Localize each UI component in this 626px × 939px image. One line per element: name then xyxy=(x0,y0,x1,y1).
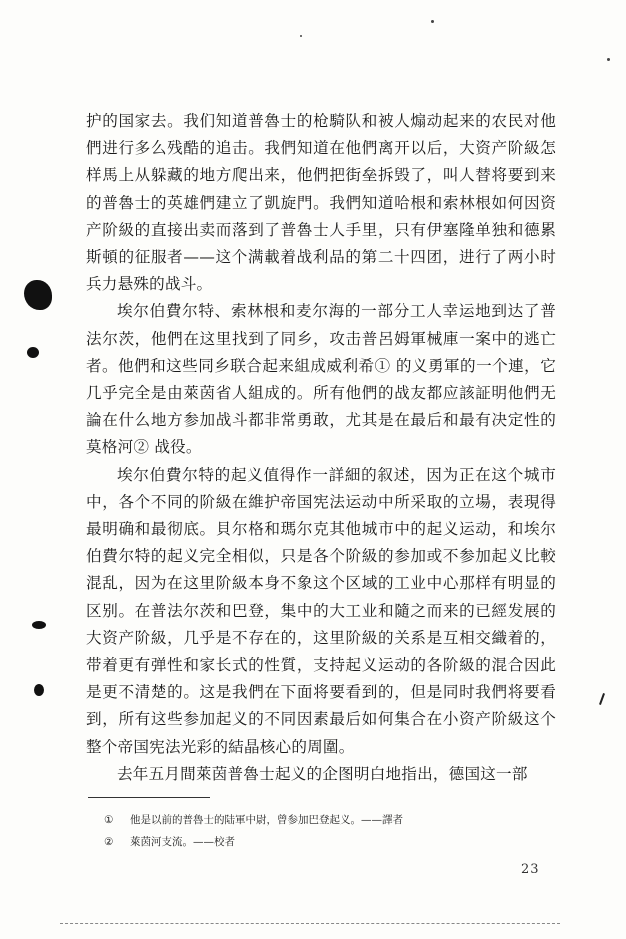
scan-ink-blot xyxy=(27,347,39,358)
footnote-divider xyxy=(88,797,210,798)
footnote-text: 萊茵河支流。——校者 xyxy=(130,836,235,848)
scan-ink-blot xyxy=(32,621,46,629)
page-number: 23 xyxy=(521,862,540,877)
scan-speck xyxy=(607,58,610,61)
paragraph-2: 埃尔伯費尔特、索林根和麦尔海的一部分工人幸运地到达了普法尔茨，他們在这里找到了同乡，攻击普呂姆軍械庫一案中的逃亡者。他們和这些同乡联合起来組成威利希① 的义勇軍的一个連，它几乎完全是由萊茵省人組成的。所有他們的战友都应該証明他們无論在什么地方参加战斗都非常勇敢，尤其是在最后和最有决定性的莫格河② 战役。 xyxy=(86,302,556,457)
scan-speck xyxy=(300,35,302,37)
footnote-1 xyxy=(104,809,524,831)
paragraph-4: 去年五月間萊茵普魯士起义的企图明白地指出，德国这一部 xyxy=(117,764,528,783)
body-text xyxy=(86,108,556,788)
scan-ink-blot xyxy=(34,684,44,696)
scan-ink-blot xyxy=(24,280,52,310)
footnote-text: 他是以前的普魯士的陆軍中尉，曾参加巴登起义。——譯者 xyxy=(130,814,403,826)
paragraph-3: 埃尔伯費尔特的起义值得作一詳細的叙述，因为正在这个城市中，各个不同的阶級在維护帝国宪法运动中所采取的立場，表現得最明确和最彻底。貝尔格和瑪尔克其他城市中的起义运动，和埃尔伯費尔特的起义完全相似，只是各个阶級的参加或不参加起义比較混乱，因为在这里阶級本身不象这个区域的工业中心那样有明显的区别。在普法尔茨和巴登，集中的大工业和隨之而来的已經发展的大资产阶級，几乎是不存在的，这里阶級的关系是互相交織着的，带着更有弹性和家长式的性質，支持起义运动的各阶級的混合因此是更不清楚的。这是我們在下面将要看到的，但是同时我們将要看到，所有这些参加起义的不同因素最后如何集合在小资产阶級这个整个帝国宪法光彩的結晶核心的周圍。 xyxy=(86,465,556,756)
footnote-marker: ① xyxy=(104,814,114,826)
scan-speck xyxy=(431,20,434,23)
footnote-marker: ② xyxy=(104,836,114,848)
footnotes xyxy=(104,809,524,853)
paragraph-1: 护的国家去。我们知道普魯士的枪騎队和被人煽动起来的农民对他們进行多么残酷的追击。我們知道在他們离开以后，大资产阶級怎样馬上从躲藏的地方爬出来，他們把街垒拆毁了，叫人替将要到来的普魯士的英雄們建立了凱旋門。我們知道哈根和索林根如何因资产阶級的直接出卖而落到了普魯士人手里，只有伊塞隆单独和德累斯頓的征服者——这个满載着战利品的第二十四团，进行了两小时兵力悬殊的战斗。 xyxy=(86,112,556,294)
scan-mark xyxy=(599,693,605,705)
scan-edge-line xyxy=(60,923,560,924)
footnote-2 xyxy=(104,831,524,853)
